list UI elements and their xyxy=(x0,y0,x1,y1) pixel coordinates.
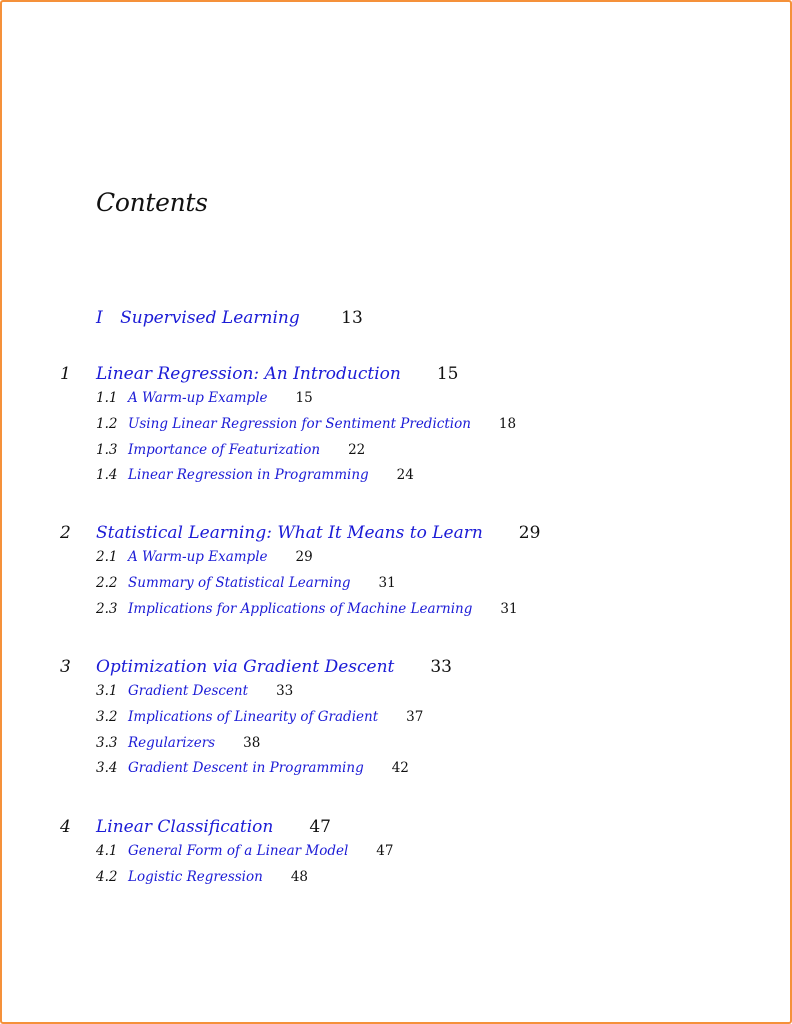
toc-chapter-2 xyxy=(2,523,792,626)
toc-chapter-1 xyxy=(2,364,792,493)
section-page-number: 31 xyxy=(500,600,518,617)
section-title-link[interactable]: Implications of Linearity of Gradient xyxy=(128,708,379,725)
section-number: 3.2 xyxy=(96,708,118,725)
section-page-number: 24 xyxy=(396,467,414,484)
section-number: 4.2 xyxy=(96,868,118,885)
chapter-entry[interactable] xyxy=(2,817,792,843)
chapter-page-number: 15 xyxy=(436,364,459,384)
section-page-number: 31 xyxy=(378,574,396,591)
toc-chapter-4 xyxy=(2,817,792,895)
section-page-number: 48 xyxy=(290,868,308,885)
chapter-number: 1 xyxy=(60,364,71,384)
section-number: 3.3 xyxy=(96,734,118,751)
page-title: Contents xyxy=(96,188,208,217)
toc-part-entry[interactable] xyxy=(96,308,363,328)
section-title-link[interactable]: Gradient Descent in Programming xyxy=(128,760,364,777)
part-number[interactable]: I xyxy=(96,308,103,328)
section-number: 3.4 xyxy=(96,760,118,777)
chapter-title-link[interactable]: Statistical Learning: What It Means to Learn xyxy=(96,523,483,543)
chapter-number: 2 xyxy=(60,523,71,543)
section-entry[interactable] xyxy=(2,683,792,709)
chapter-entry[interactable] xyxy=(2,523,792,549)
section-title-link[interactable]: Using Linear Regression for Sentiment Prediction xyxy=(128,415,471,432)
section-number: 1.1 xyxy=(96,390,118,406)
chapter-title-link[interactable]: Linear Classification xyxy=(96,817,274,837)
section-title-link[interactable]: Regularizers xyxy=(128,734,216,751)
section-page-number: 42 xyxy=(391,760,409,777)
section-title-link[interactable]: Gradient Descent xyxy=(128,683,249,699)
chapter-number: 4 xyxy=(60,817,71,837)
section-number: 3.1 xyxy=(96,683,118,699)
section-number: 2.3 xyxy=(96,600,118,617)
section-title-link[interactable]: Summary of Statistical Learning xyxy=(128,574,351,591)
section-page-number: 22 xyxy=(348,441,366,458)
section-number: 2.2 xyxy=(96,574,118,591)
chapter-title-link[interactable]: Linear Regression: An Introduction xyxy=(96,364,401,384)
chapter-title-link[interactable]: Optimization via Gradient Descent xyxy=(96,657,395,677)
section-page-number: 15 xyxy=(295,390,313,406)
chapter-page-number: 29 xyxy=(518,523,541,543)
section-page-number: 37 xyxy=(406,708,424,725)
section-page-number: 47 xyxy=(376,843,394,859)
section-entry[interactable] xyxy=(2,575,792,601)
chapter-entry[interactable] xyxy=(2,657,792,683)
section-title-link[interactable]: Implications for Applications of Machine Learning xyxy=(128,600,473,617)
part-page-number: 13 xyxy=(341,308,363,328)
section-entry[interactable] xyxy=(2,869,792,895)
section-page-number: 29 xyxy=(295,549,313,565)
section-number: 1.4 xyxy=(96,467,118,484)
section-title-link[interactable]: Logistic Regression xyxy=(128,868,263,885)
section-page-number: 18 xyxy=(498,415,517,432)
chapter-number: 3 xyxy=(60,657,71,677)
section-entry[interactable] xyxy=(2,416,792,442)
section-title-link[interactable]: Linear Regression in Programming xyxy=(128,467,369,484)
section-page-number: 38 xyxy=(243,734,261,751)
section-entry[interactable] xyxy=(2,735,792,761)
section-title-link[interactable]: A Warm-up Example xyxy=(128,390,268,406)
chapter-entry[interactable] xyxy=(2,364,792,390)
section-entry[interactable] xyxy=(2,467,792,493)
chapter-page-number: 47 xyxy=(309,817,331,837)
section-number: 4.1 xyxy=(96,843,118,859)
section-page-number: 33 xyxy=(276,683,294,699)
section-number: 2.1 xyxy=(96,549,118,565)
section-entry[interactable] xyxy=(2,709,792,735)
section-entry[interactable] xyxy=(2,442,792,468)
part-title-link[interactable]: Supervised Learning xyxy=(120,308,300,328)
section-entry[interactable] xyxy=(2,760,792,786)
section-entry[interactable] xyxy=(2,549,792,575)
section-entry[interactable] xyxy=(2,843,792,869)
chapter-page-number: 33 xyxy=(430,657,452,677)
section-entry[interactable] xyxy=(2,390,792,416)
section-title-link[interactable]: A Warm-up Example xyxy=(128,549,268,565)
toc-chapter-3 xyxy=(2,657,792,786)
section-entry[interactable] xyxy=(2,601,792,627)
section-number: 1.2 xyxy=(96,415,118,432)
section-number: 1.3 xyxy=(96,441,118,458)
section-title-link[interactable]: Importance of Featurization xyxy=(128,441,321,458)
section-title-link[interactable]: General Form of a Linear Model xyxy=(128,843,349,859)
